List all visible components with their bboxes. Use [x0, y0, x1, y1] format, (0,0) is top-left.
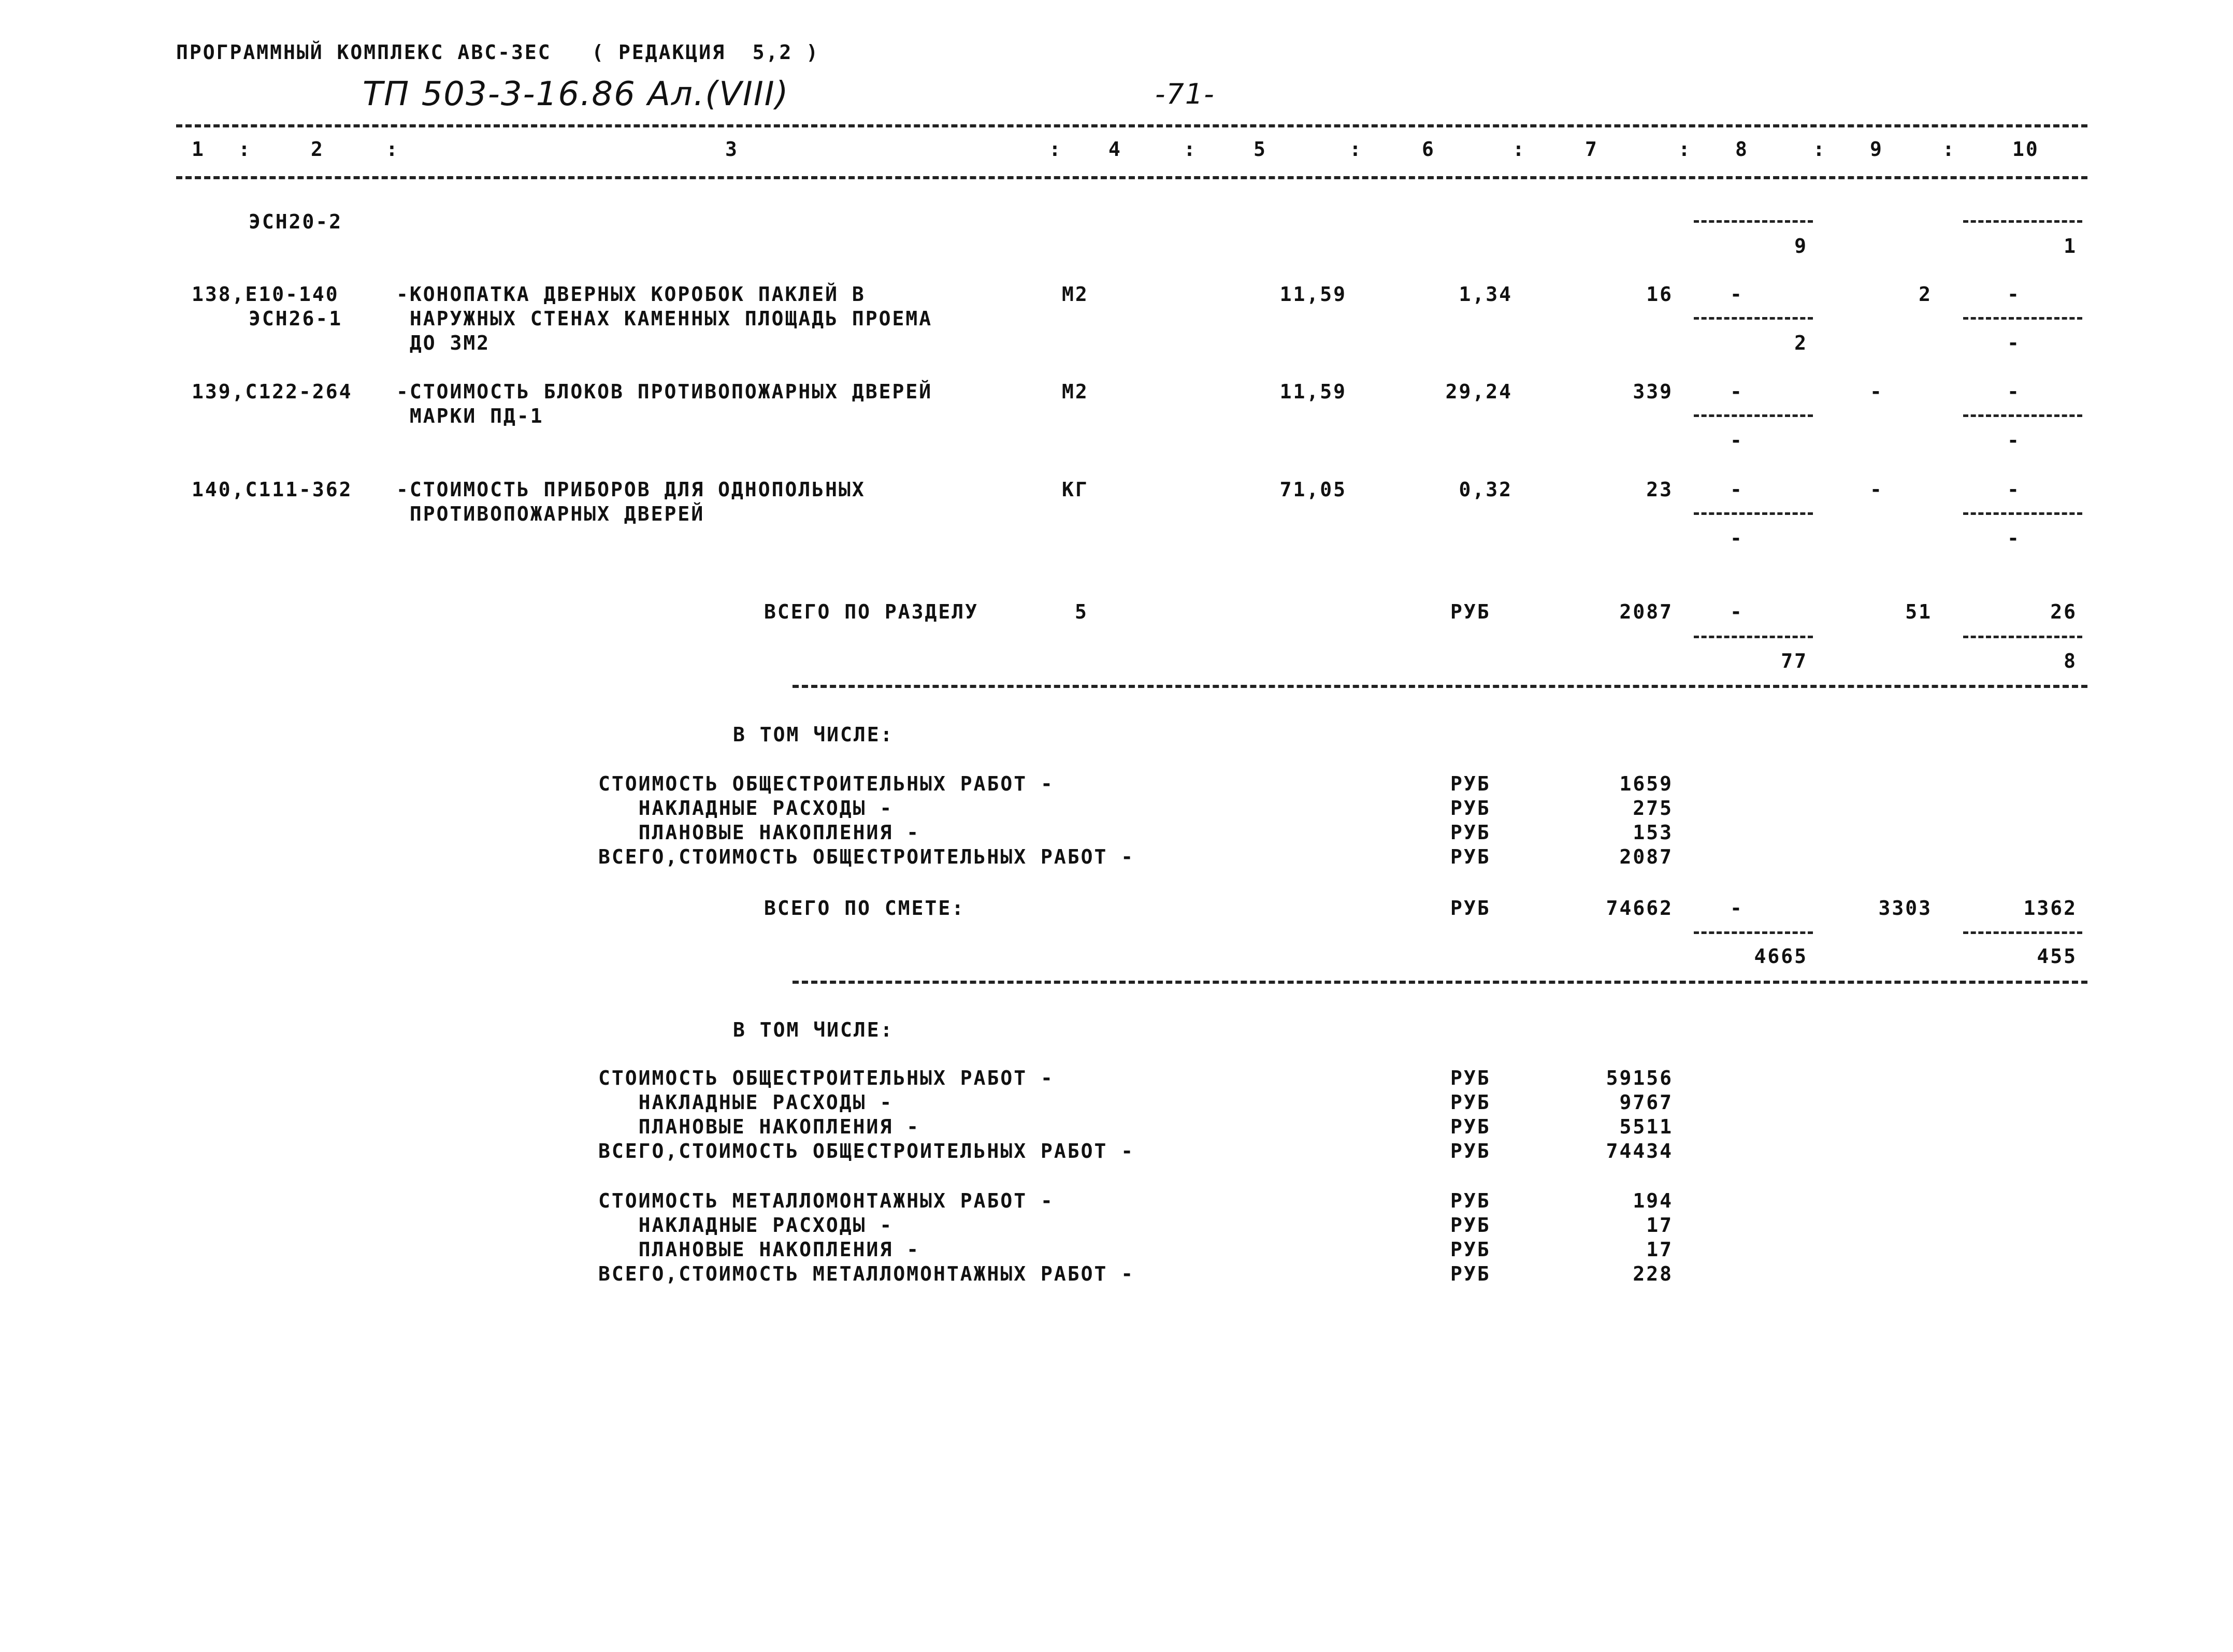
- breakdown-unit: РУБ: [1450, 1140, 1491, 1162]
- breakdown-label: СТОИМОСТЬ ОБЩЕСТРОИТЕЛЬНЫХ РАБОТ -: [598, 1067, 1054, 1089]
- row-c10-bottom: -: [2007, 332, 2021, 354]
- breakdown-label: НАКЛАДНЫЕ РАСХОДЫ -: [598, 1091, 894, 1114]
- col-6: 6: [1422, 138, 1435, 161]
- sub-rule: [1694, 636, 1813, 638]
- col-sep: :: [386, 138, 399, 161]
- program-title: ПРОГРАММНЫЙ КОМПЛЕКС АВС-3ЕС ( РЕДАКЦИЯ 5,2 ): [176, 41, 820, 64]
- col-8: 8: [1735, 138, 1749, 161]
- col-5: 5: [1254, 138, 1267, 161]
- including-heading: В ТОМ ЧИСЛЕ:: [733, 1018, 894, 1041]
- col-sep: :: [1678, 138, 1692, 161]
- estimate-total-cost: 74662: [1606, 897, 1673, 920]
- row-description: ДО 3М2: [396, 332, 491, 354]
- row-code: 138,Е10-140: [192, 283, 339, 306]
- col-sep: :: [238, 138, 252, 161]
- breakdown-label: ПЛАНОВЫЕ НАКОПЛЕНИЯ -: [598, 1115, 920, 1138]
- row-description: -КОНОПАТКА ДВЕРНЫХ КОРОБОК ПАКЛЕЙ В: [396, 283, 866, 306]
- header-bottom-rule: [176, 176, 2087, 179]
- breakdown-value: 275: [1633, 797, 1673, 820]
- row-unit: М2: [1062, 380, 1089, 403]
- estimate-rule: [793, 981, 2087, 984]
- breakdown-unit: РУБ: [1450, 772, 1491, 795]
- breakdown-label: СТОИМОСТЬ ОБЩЕСТРОИТЕЛЬНЫХ РАБОТ -: [598, 772, 1054, 795]
- breakdown-value: 17: [1646, 1214, 1673, 1237]
- row-quantity: 11,59: [1279, 283, 1347, 306]
- row-cost: 23: [1646, 478, 1673, 501]
- row-description: МАРКИ ПД-1: [396, 405, 544, 427]
- row-c9: -: [1870, 478, 1883, 501]
- row-cost: 16: [1646, 283, 1673, 306]
- col-3: 3: [725, 138, 739, 161]
- row-cost: 339: [1633, 380, 1673, 403]
- estimate-total-label: ВСЕГО ПО СМЕТЕ:: [764, 897, 966, 920]
- breakdown-unit: РУБ: [1450, 845, 1491, 868]
- breakdown-value: 9767: [1619, 1091, 1673, 1114]
- row-code: 139,С122-264: [192, 380, 353, 403]
- row-c9: 2: [1919, 283, 1932, 306]
- breakdown-label: НАКЛАДНЫЕ РАСХОДЫ -: [598, 797, 894, 820]
- section-total-unit: РУБ: [1450, 600, 1491, 623]
- section-total-label: ВСЕГО ПО РАЗДЕЛУ: [764, 600, 979, 623]
- row-c10-bottom: 1: [2064, 235, 2077, 257]
- sub-rule: [1963, 636, 2082, 638]
- row-price: 29,24: [1445, 380, 1512, 403]
- breakdown-unit: РУБ: [1450, 1189, 1491, 1212]
- row-price: 1,34: [1459, 283, 1512, 306]
- row-code: ЭСН20-2: [249, 210, 343, 233]
- col-sep: :: [1942, 138, 1956, 161]
- row-c10-top: -: [2007, 283, 2021, 306]
- row-code: 140,С111-362: [192, 478, 353, 501]
- row-code-ref: ЭСН26-1: [249, 307, 343, 330]
- breakdown-value: 74434: [1606, 1140, 1673, 1162]
- row-c8-bottom: -: [1730, 429, 1744, 452]
- col-sep: :: [1512, 138, 1526, 161]
- breakdown-unit: РУБ: [1450, 1091, 1491, 1114]
- breakdown-unit: РУБ: [1450, 1262, 1491, 1285]
- breakdown-label: ВСЕГО,СТОИМОСТЬ МЕТАЛЛОМОНТАЖНЫХ РАБОТ -: [598, 1262, 1135, 1285]
- sub-rule: [1963, 414, 2082, 417]
- row-description: ПРОТИВОПОЖАРНЫХ ДВЕРЕЙ: [396, 502, 705, 525]
- breakdown-unit: РУБ: [1450, 821, 1491, 844]
- sub-rule: [1694, 317, 1813, 320]
- col-10: 10: [2012, 138, 2039, 161]
- breakdown-value: 5511: [1619, 1115, 1673, 1138]
- sub-rule: [1694, 220, 1813, 223]
- breakdown-label: ВСЕГО,СТОИМОСТЬ ОБЩЕСТРОИТЕЛЬНЫХ РАБОТ -: [598, 1140, 1135, 1162]
- breakdown-value: 17: [1646, 1238, 1673, 1261]
- breakdown-label: СТОИМОСТЬ МЕТАЛЛОМОНТАЖНЫХ РАБОТ -: [598, 1189, 1054, 1212]
- table-top-rule: [176, 124, 2087, 127]
- sub-rule: [1694, 512, 1813, 515]
- breakdown-value: 228: [1633, 1262, 1673, 1285]
- breakdown-unit: РУБ: [1450, 1067, 1491, 1089]
- row-c10-bottom: -: [2007, 527, 2021, 550]
- breakdown-value: 2087: [1619, 845, 1673, 868]
- sub-rule: [1694, 931, 1813, 934]
- row-c10-top: -: [2007, 380, 2021, 403]
- estimate-c8-bottom: 4665: [1754, 945, 1808, 968]
- row-description: -СТОИМОСТЬ БЛОКОВ ПРОТИВОПОЖАРНЫХ ДВЕРЕЙ: [396, 380, 933, 403]
- section-c10-top: 26: [2050, 600, 2077, 623]
- breakdown-label: НАКЛАДНЫЕ РАСХОДЫ -: [598, 1214, 894, 1237]
- document-code: ТП 503-3-16.86 Ал.(VIII): [363, 75, 789, 113]
- sub-rule: [1963, 931, 2082, 934]
- section-c8-top: -: [1730, 600, 1744, 623]
- breakdown-value: 1659: [1619, 772, 1673, 795]
- col-sep: :: [1184, 138, 1197, 161]
- section-total-cost: 2087: [1619, 600, 1673, 623]
- col-sep: :: [1813, 138, 1826, 161]
- col-7: 7: [1585, 138, 1598, 161]
- section-number: 5: [1075, 600, 1088, 623]
- col-4: 4: [1108, 138, 1122, 161]
- row-c8-bottom: 9: [1794, 235, 1808, 257]
- row-c8-top: -: [1730, 380, 1744, 403]
- breakdown-value: 59156: [1606, 1067, 1673, 1089]
- col-sep: :: [1049, 138, 1062, 161]
- section-c9: 51: [1905, 600, 1932, 623]
- breakdown-unit: РУБ: [1450, 1115, 1491, 1138]
- col-sep: :: [1349, 138, 1363, 161]
- row-c8-top: -: [1730, 283, 1744, 306]
- col-9: 9: [1870, 138, 1883, 161]
- breakdown-unit: РУБ: [1450, 797, 1491, 820]
- sub-rule: [1694, 414, 1813, 417]
- breakdown-unit: РУБ: [1450, 1214, 1491, 1237]
- sub-rule: [1963, 317, 2082, 320]
- row-c8-bottom: -: [1730, 527, 1744, 550]
- section-rule: [793, 685, 2087, 688]
- row-quantity: 11,59: [1279, 380, 1347, 403]
- breakdown-label: ПЛАНОВЫЕ НАКОПЛЕНИЯ -: [598, 1238, 920, 1261]
- breakdown-value: 153: [1633, 821, 1673, 844]
- sub-rule: [1963, 220, 2082, 223]
- row-c10-bottom: -: [2007, 429, 2021, 452]
- sub-rule: [1963, 512, 2082, 515]
- row-c8-bottom: 2: [1794, 332, 1808, 354]
- col-1: 1: [192, 138, 205, 161]
- estimate-c10-top: 1362: [2023, 897, 2077, 920]
- section-c10-bottom: 8: [2064, 650, 2077, 672]
- row-c8-top: -: [1730, 478, 1744, 501]
- page-number: -71-: [1155, 78, 1215, 110]
- estimate-c8-top: -: [1730, 897, 1744, 920]
- breakdown-value: 194: [1633, 1189, 1673, 1212]
- row-price: 0,32: [1459, 478, 1512, 501]
- col-2: 2: [311, 138, 324, 161]
- row-unit: КГ: [1062, 478, 1089, 501]
- row-description: -СТОИМОСТЬ ПРИБОРОВ ДЛЯ ОДНОПОЛЬНЫХ: [396, 478, 866, 501]
- breakdown-label: ВСЕГО,СТОИМОСТЬ ОБЩЕСТРОИТЕЛЬНЫХ РАБОТ -: [598, 845, 1135, 868]
- estimate-total-unit: РУБ: [1450, 897, 1491, 920]
- row-quantity: 71,05: [1279, 478, 1347, 501]
- estimate-c10-bottom: 455: [2037, 945, 2077, 968]
- breakdown-label: ПЛАНОВЫЕ НАКОПЛЕНИЯ -: [598, 821, 920, 844]
- row-c10-top: -: [2007, 478, 2021, 501]
- section-c8-bottom: 77: [1781, 650, 1808, 672]
- breakdown-unit: РУБ: [1450, 1238, 1491, 1261]
- including-heading: В ТОМ ЧИСЛЕ:: [733, 723, 894, 746]
- estimate-c9: 3303: [1878, 897, 1932, 920]
- row-c9: -: [1870, 380, 1883, 403]
- row-unit: М2: [1062, 283, 1089, 306]
- row-description: НАРУЖНЫХ СТЕНАХ КАМЕННЫХ ПЛОЩАДЬ ПРОЕМА: [396, 307, 933, 330]
